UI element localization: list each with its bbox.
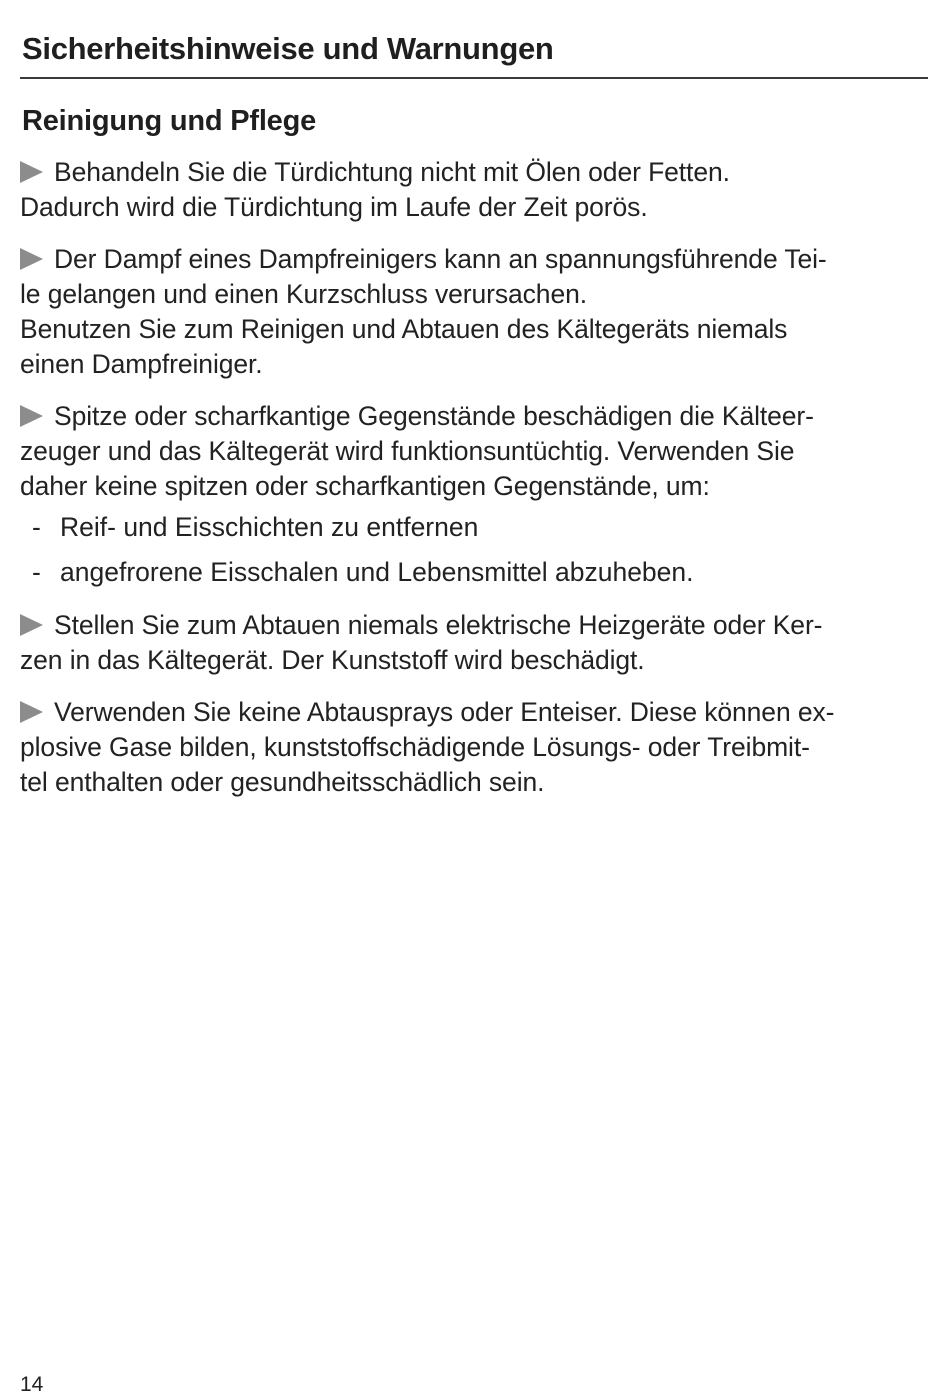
dash-marker: - [32, 512, 41, 542]
warning-paragraph [20, 155, 932, 225]
text-line: Benutzen Sie zum Reinigen und Abtauen des Kältegeräts niemals [20, 314, 788, 344]
text-line: Der Dampf eines Dampfreinigers kann an spannungsführende Tei- [54, 244, 827, 274]
text-line: einen Dampfreiniger. [20, 349, 263, 379]
text-line: zeuger und das Kältegerät wird funktionsuntüchtig. Verwenden Sie [20, 436, 795, 466]
warning-paragraph [20, 242, 932, 382]
triangle-arrow-icon [20, 248, 43, 270]
text-line: tel enthalten oder gesundheitsschädlich sein. [20, 767, 545, 797]
page-header [20, 30, 928, 79]
text-line: plosive Gase bilden, kunststoffschädigende Lösungs- oder Treibmit- [20, 732, 810, 762]
list-item-text: angefrorene Eisschalen und Lebensmittel abzuheben. [60, 557, 694, 587]
text-line: daher keine spitzen oder scharfkantigen Gegenstände, um: [20, 471, 710, 501]
triangle-arrow-icon [20, 701, 43, 723]
warning-paragraph [20, 399, 932, 504]
text-line: le gelangen und einen Kurzschluss verursachen. [20, 279, 587, 309]
dash-marker: - [32, 557, 41, 587]
warning-paragraph [20, 695, 932, 800]
warning-paragraph [20, 608, 932, 678]
content [20, 155, 932, 817]
section-title: Reinigung und Pflege [22, 105, 317, 137]
list-item [20, 510, 932, 545]
text-line: Verwenden Sie keine Abtausprays oder Enteiser. Diese können ex- [54, 697, 835, 727]
page-number: 14 [20, 1373, 44, 1396]
list-item-text: Reif- und Eisschichten zu entfernen [60, 512, 479, 542]
dash-list [20, 510, 932, 590]
list-item [20, 555, 932, 590]
text-line: Spitze oder scharfkantige Gegenstände beschädigen die Kälteer- [54, 401, 814, 431]
text-line: Stellen Sie zum Abtauen niemals elektrische Heizgeräte oder Ker- [54, 610, 823, 640]
triangle-arrow-icon [20, 614, 43, 636]
triangle-arrow-icon [20, 161, 43, 183]
text-line: zen in das Kältegerät. Der Kunststoff wird beschädigt. [20, 645, 645, 675]
text-line: Behandeln Sie die Türdichtung nicht mit Ölen oder Fetten. [54, 157, 730, 187]
page-title: Sicherheitshinweise und Warnungen [22, 31, 554, 66]
triangle-arrow-icon [20, 405, 43, 427]
text-line: Dadurch wird die Türdichtung im Laufe der Zeit porös. [20, 192, 648, 222]
